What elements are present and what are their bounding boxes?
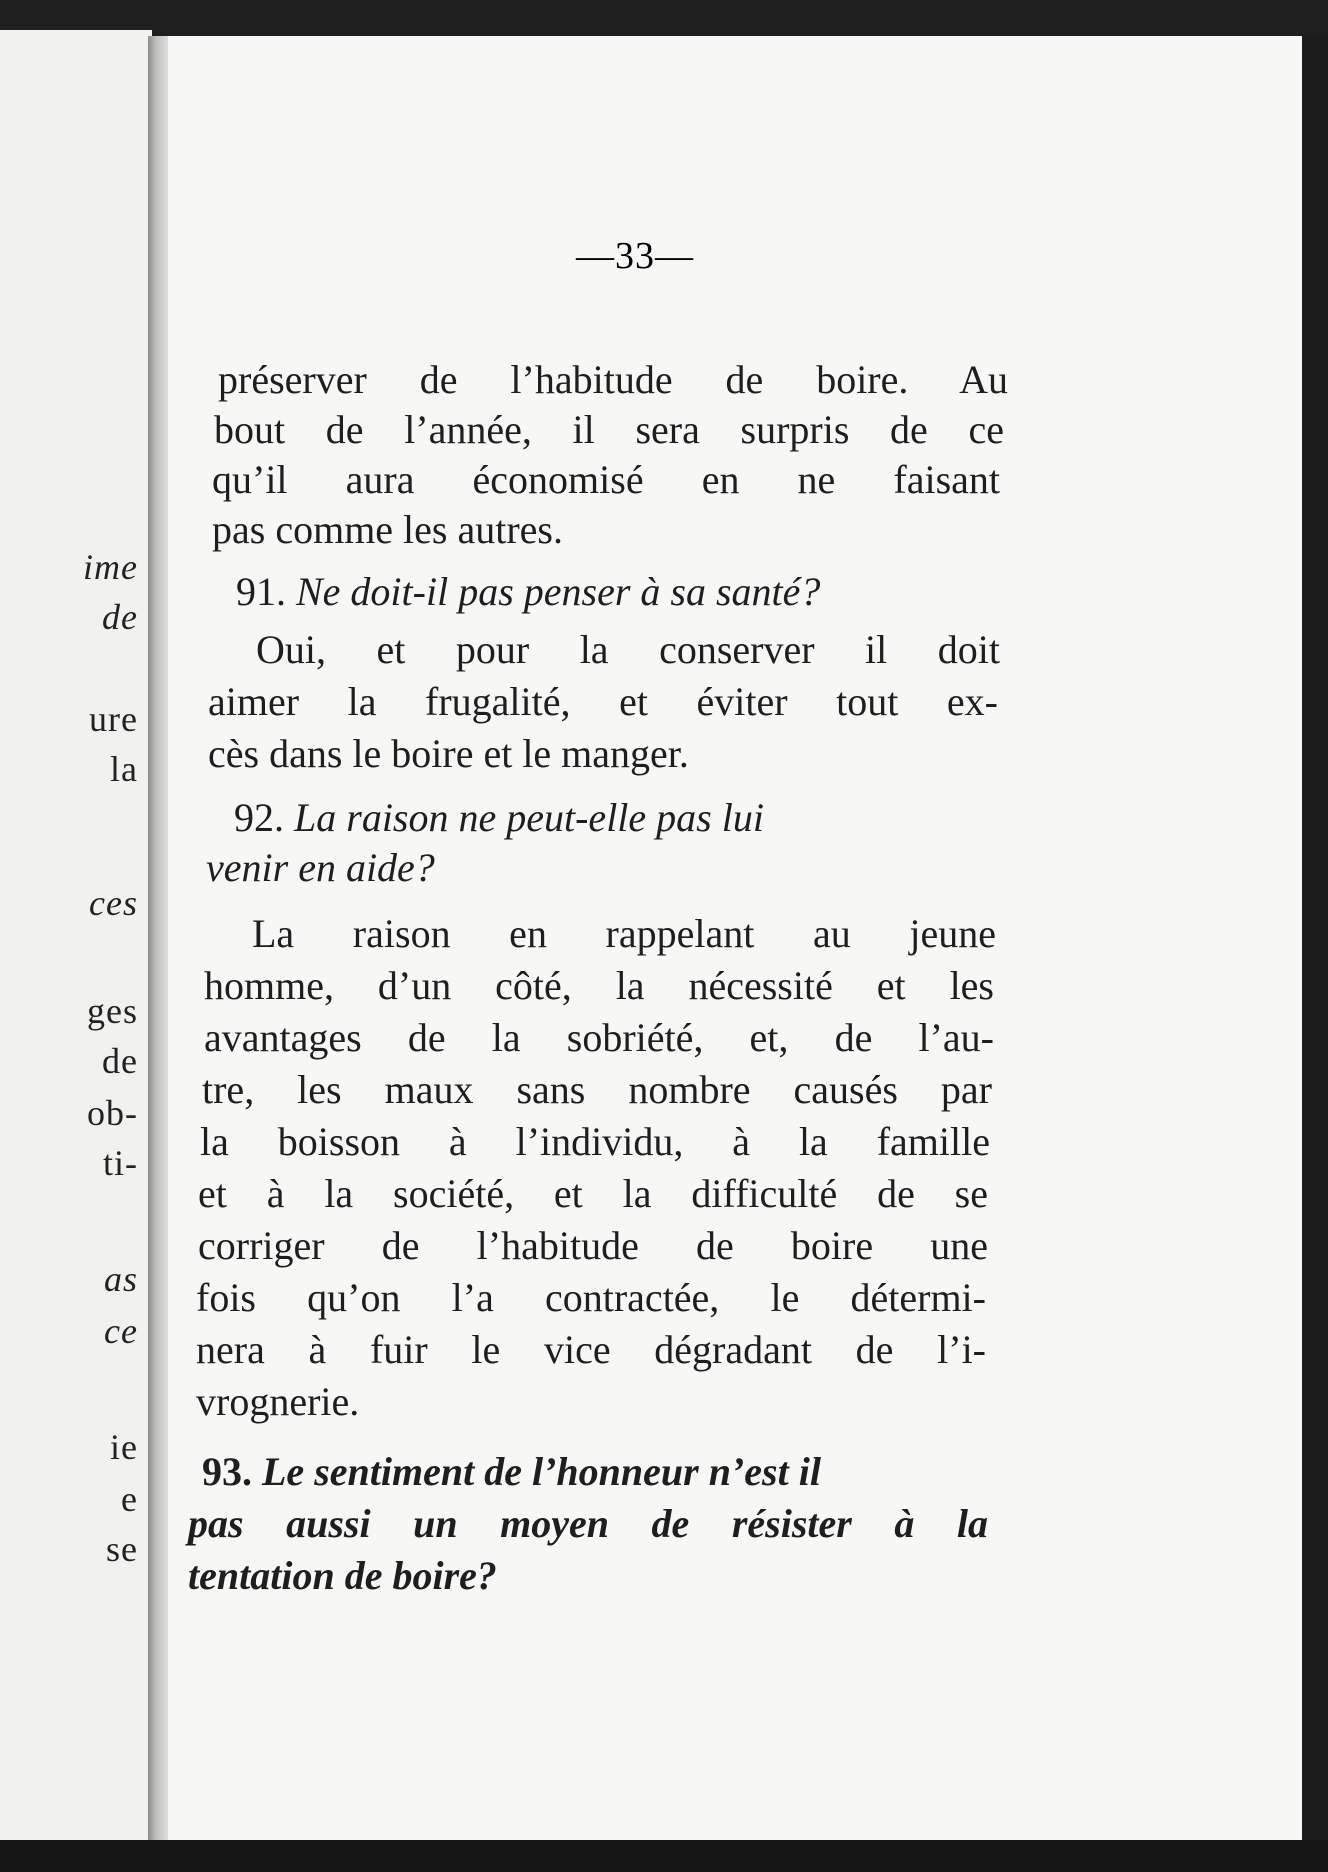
question-text: Ne doit-il pas penser à sa santé? bbox=[296, 569, 821, 614]
question-92 bbox=[234, 795, 764, 840]
text-line: qu’il aura économisé en ne faisant bbox=[212, 457, 1000, 502]
left-fragment: e bbox=[121, 1479, 138, 1519]
answer-line: La raison en rappelant au jeune bbox=[252, 911, 996, 956]
left-fragment: ie bbox=[110, 1427, 138, 1467]
text-line: pas comme les autres. bbox=[212, 507, 563, 552]
answer-line: cès dans le boire et le manger. bbox=[208, 731, 689, 776]
text-line: bout de l’année, il sera surpris de ce bbox=[214, 407, 1004, 452]
question-line: venir en aide? bbox=[206, 845, 435, 890]
answer-line: corriger de l’habitude de boire une bbox=[198, 1223, 988, 1268]
answer-line: vrognerie. bbox=[196, 1379, 360, 1424]
answer-line: nera à fuir le vice dégradant de l’i- bbox=[196, 1327, 986, 1372]
left-fragment: as bbox=[103, 1259, 138, 1299]
left-fragment: ime bbox=[83, 547, 138, 587]
question-number: 91. bbox=[236, 569, 286, 614]
answer-line: Oui, et pour la conserver il doit bbox=[256, 627, 1000, 672]
left-fragment: de bbox=[102, 597, 138, 637]
scanner-right-border bbox=[1302, 36, 1328, 1862]
previous-page-sliver bbox=[0, 30, 152, 1860]
left-fragment: la bbox=[110, 749, 138, 789]
page-number: —33— bbox=[576, 235, 694, 277]
answer-line: et à la société, et la difficulté de se bbox=[198, 1171, 988, 1216]
book-gutter-fold bbox=[148, 36, 170, 1862]
answer-line: fois qu’on l’a contractée, le détermi- bbox=[196, 1275, 986, 1320]
left-fragment: ob- bbox=[87, 1093, 138, 1133]
text-line: préserver de l’habitude de boire. Au bbox=[218, 357, 1008, 402]
question-text: La raison ne peut-elle pas lui bbox=[294, 795, 764, 840]
left-fragment: ti- bbox=[103, 1143, 138, 1183]
left-fragment: ces bbox=[89, 883, 138, 923]
question-number: 93. bbox=[202, 1449, 252, 1494]
left-fragment: de bbox=[102, 1041, 138, 1081]
answer-line: tre, les maux sans nombre causés par bbox=[202, 1067, 992, 1112]
left-fragment: ges bbox=[87, 991, 138, 1031]
question-line: pas aussi un moyen de résister à la bbox=[188, 1501, 988, 1546]
answer-line: aimer la frugalité, et éviter tout ex- bbox=[208, 679, 998, 724]
left-fragment: se bbox=[106, 1529, 138, 1569]
question-text: Le sentiment de l’honneur n’est il bbox=[262, 1449, 821, 1494]
page-33 bbox=[168, 36, 1302, 1862]
answer-line: avantages de la sobriété, et, de l’au- bbox=[204, 1015, 994, 1060]
left-fragment: ure bbox=[89, 699, 138, 739]
scanner-bottom-border bbox=[0, 1840, 1328, 1872]
question-93 bbox=[202, 1449, 821, 1494]
question-91 bbox=[236, 569, 821, 614]
answer-line: la boisson à l’individu, à la famille bbox=[200, 1119, 990, 1164]
answer-line: homme, d’un côté, la nécessité et les bbox=[204, 963, 994, 1008]
question-line: tentation de boire? bbox=[188, 1553, 497, 1598]
left-fragment: ce bbox=[104, 1311, 138, 1351]
question-number: 92. bbox=[234, 795, 284, 840]
